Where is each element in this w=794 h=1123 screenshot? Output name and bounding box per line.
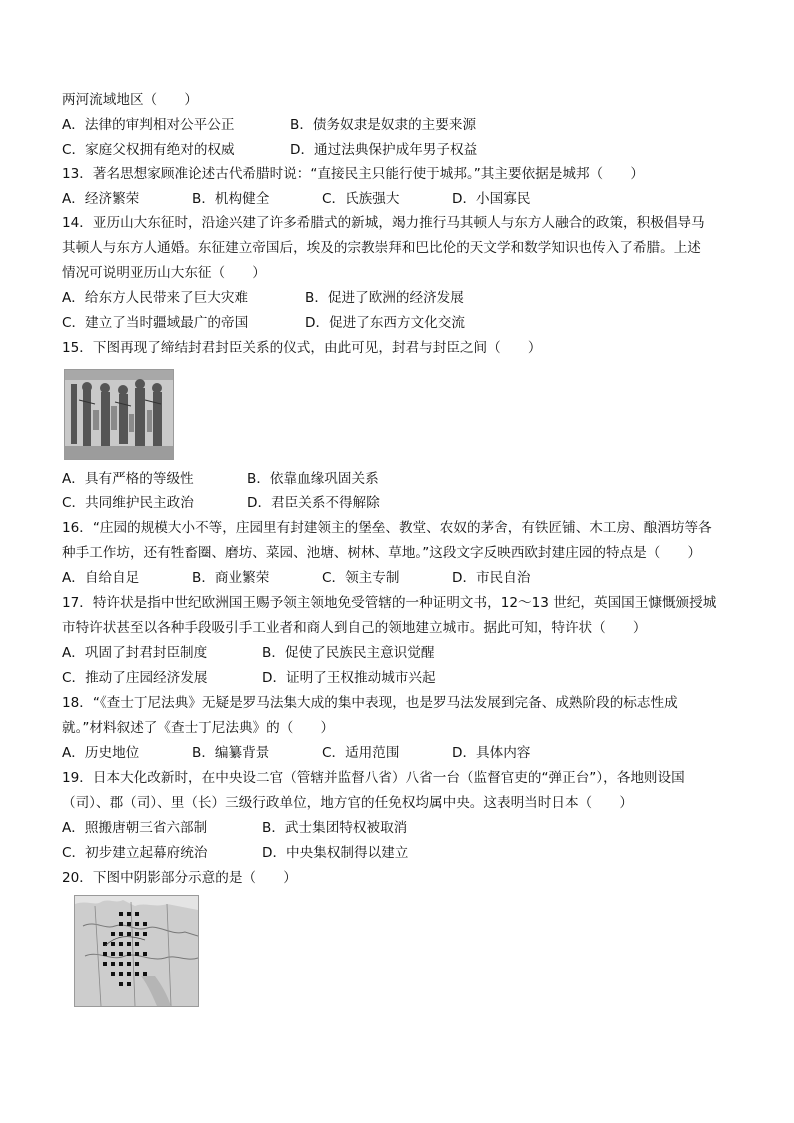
q16-option-c[interactable]: C．领主专制 xyxy=(322,570,400,586)
q17-stem-line1: 17．特许状是指中世纪欧洲国王赐予领主领地免受管辖的一种证明文书，12～13 世纪，英国国王慷慨颁授城 xyxy=(62,595,717,611)
q13-stem: 13．著名思想家顾准论述古代希腊时说：“直接民主只能行使于城邦。”其主要依据是城邦（ ） xyxy=(62,166,644,182)
q16-stem-line1: 16．“庄园的规模大小不等，庄园里有封建领主的堡垒、教堂、农奴的茅舍，有铁匠铺、木工房、酿酒坊等各 xyxy=(62,520,712,536)
q14-option-b[interactable]: B．促进了欧洲的经济发展 xyxy=(305,290,464,306)
q16-option-d[interactable]: D．市民自治 xyxy=(452,570,531,586)
q12-option-d[interactable]: D．通过法典保护成年男子权益 xyxy=(290,142,478,158)
q19-option-c[interactable]: C．初步建立起幕府统治 xyxy=(62,845,208,861)
q14-option-d[interactable]: D．促进了东西方文化交流 xyxy=(305,315,465,331)
q14-stem-line2: 其顿人与东方人通婚。东征建立帝国后，埃及的宗教崇拜和巴比伦的天文学和数学知识也传入了希腊。上述 xyxy=(62,240,701,256)
q13-option-b[interactable]: B．机构健全 xyxy=(192,191,270,207)
q18-option-c[interactable]: C．适用范围 xyxy=(322,745,400,761)
q14-option-a[interactable]: A．给东方人民带来了巨大灾难 xyxy=(62,290,249,306)
q16-option-b[interactable]: B．商业繁荣 xyxy=(192,570,270,586)
q15-option-d[interactable]: D．君臣关系不得解除 xyxy=(247,495,380,511)
q19-stem-line1: 19．日本大化改新时，在中央设二官（管辖并监督八省）八省一台（监督官吏的“弹正台”），各地则设国 xyxy=(62,770,685,786)
q18-stem-line1: 18．“《查士丁尼法典》无疑是罗马法集大成的集中表现，也是罗马法发展到完备、成熟阶段的标志性成 xyxy=(62,695,678,711)
q13-option-c[interactable]: C．氏族强大 xyxy=(322,191,400,207)
q14-stem-line3: 情况可说明亚历山大东征（ ） xyxy=(62,265,266,281)
q19-option-b[interactable]: B．武士集团特权被取消 xyxy=(262,820,408,836)
europe-map-image xyxy=(74,895,199,1007)
q12-option-c[interactable]: C．家庭父权拥有绝对的权威 xyxy=(62,142,235,158)
q17-option-d[interactable]: D．证明了王权推动城市兴起 xyxy=(262,670,436,686)
q15-option-b[interactable]: B．依靠血缘巩固关系 xyxy=(247,471,379,487)
q18-option-a[interactable]: A．历史地位 xyxy=(62,745,140,761)
q12-option-b[interactable]: B．债务奴隶是奴隶的主要来源 xyxy=(290,117,477,133)
vassalage-ceremony-image xyxy=(64,369,174,460)
q13-option-d[interactable]: D．小国寡民 xyxy=(452,191,531,207)
q16-option-a[interactable]: A．自给自足 xyxy=(62,570,140,586)
q18-option-b[interactable]: B．编纂背景 xyxy=(192,745,270,761)
q18-option-d[interactable]: D．具体内容 xyxy=(452,745,531,761)
q17-option-c[interactable]: C．推动了庄园经济发展 xyxy=(62,670,208,686)
q19-option-d[interactable]: D．中央集权制得以建立 xyxy=(262,845,409,861)
q14-stem-line1: 14．亚历山大东征时，沿途兴建了许多希腊式的新城，竭力推行马其顿人与东方人融合的政策，积极倡导马 xyxy=(62,215,705,231)
q15-option-a[interactable]: A．具有严格的等级性 xyxy=(62,471,194,487)
q12-stem: 两河流域地区（ ） xyxy=(62,92,198,108)
q17-option-b[interactable]: B．促使了民族民主意识觉醒 xyxy=(262,645,435,661)
q17-option-a[interactable]: A．巩固了封君封臣制度 xyxy=(62,645,208,661)
q20-stem: 20．下图中阴影部分示意的是（ ） xyxy=(62,870,297,886)
q13-option-a[interactable]: A．经济繁荣 xyxy=(62,191,140,207)
q17-stem-line2: 市特许状甚至以各种手段吸引手工业者和商人到自己的领地建立城市。据此可知，特许状（ ） xyxy=(62,620,647,636)
q18-stem-line2: 就。”材料叙述了《查士丁尼法典》的（ ） xyxy=(62,720,335,736)
q19-option-a[interactable]: A．照搬唐朝三省六部制 xyxy=(62,820,208,836)
q19-stem-line2: （司）、郡（司）、里（长）三级行政单位，地方官的任免权均属中央。这表明当时日本（ ） xyxy=(62,795,633,811)
q15-stem: 15．下图再现了缔结封君封臣关系的仪式，由此可见，封君与封臣之间（ ） xyxy=(62,340,542,356)
q15-option-c[interactable]: C．共同维护民主政治 xyxy=(62,495,194,511)
q16-stem-line2: 种手工作坊，还有牲畜圈、磨坊、菜园、池塘、树林、草地。”这段文字反映西欧封建庄园的特点是（ ） xyxy=(62,545,702,561)
q12-option-a[interactable]: A．法律的审判相对公平公正 xyxy=(62,117,235,133)
q14-option-c[interactable]: C．建立了当时疆域最广的帝国 xyxy=(62,315,249,331)
